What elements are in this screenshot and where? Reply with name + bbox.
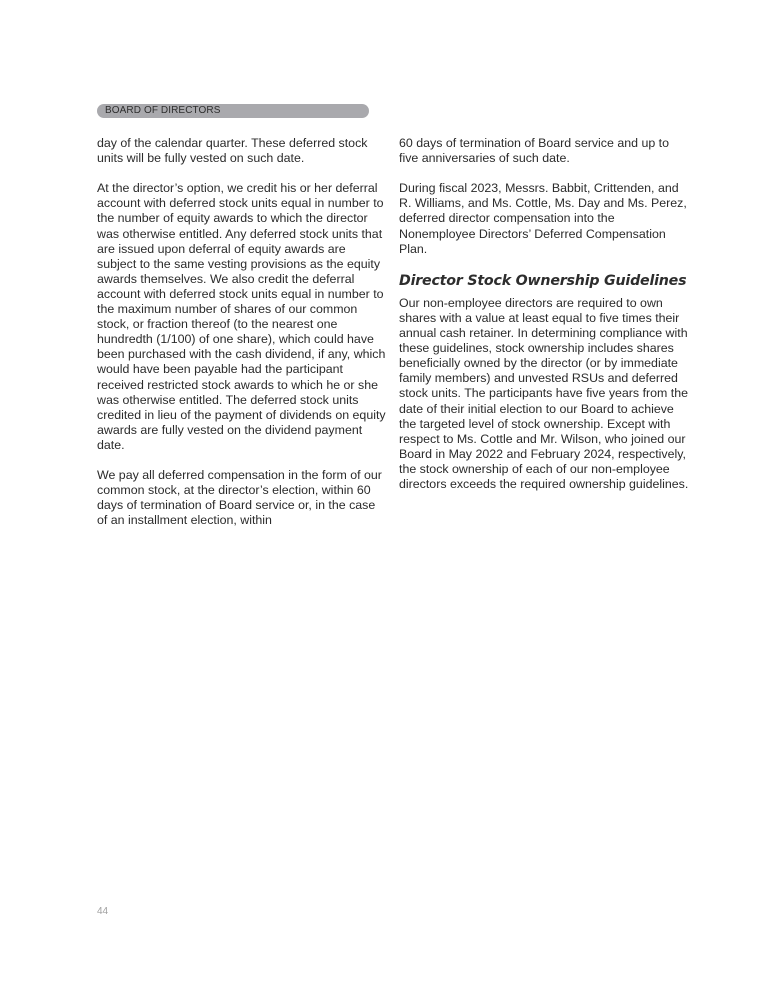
- paragraph-deferred-vesting: day of the calendar quarter. These deferred stock units will be fully vested on such date.: [97, 136, 368, 166]
- section-heading-ownership-guidelines: Director Stock Ownership Guidelines: [399, 272, 687, 289]
- page-number: 44: [97, 906, 109, 917]
- paragraph-ownership-guidelines: Our non-employee directors are required to own shares with a value at least equal to five times their annual cash retainer. In determining compliance with these guidelines, stock ownership includes shares beneficially owned by the director (or by immediate family members) and unvested RSUs and deferred stock units. The participants have five years from the date of their initial election to our Board to achieve the targeted level of stock ownership. Except with respect to Ms. Cottle and Mr. Wilson, who joined our Board in May 2022 and February 2024, respectively, the stock ownership of each of our non-employee directors exceeds the required ownership guidelines.: [399, 295, 689, 491]
- section-label: BOARD OF DIRECTORS: [105, 105, 221, 116]
- paragraph-deferral-account: At the director’s option, we credit his or her deferral account with deferred stock units equal in number to the number of equity awards to which the director was otherwise entitled. Any deferred stock units that are issued upon deferral of equity awards are subject to the same vesting provisions as the equity awards themselves. We also credit the deferral account with deferred stock units equal in number to the maximum number of shares of our common stock, or fraction thereof (to the nearest one hundredth (1/100) of one share), which could have been purchased with the cash dividend, if any, which would have been payable had the participant received restricted stock awards to which he or she was otherwise entitled. The deferred stock units credited in lieu of the payment of dividends on equity awards are fully vested on the dividend payment date.: [97, 181, 386, 452]
- left-column: [97, 136, 387, 544]
- paragraph-termination-continuation: 60 days of termination of Board service and up to five anniversaries of such date.: [399, 136, 669, 166]
- section-header-bar: [97, 104, 369, 118]
- paragraph-payment-form: We pay all deferred compensation in the form of our common stock, at the director’s election, within 60 days of termination of Board service or, in the case of an installment election, within: [97, 468, 382, 528]
- right-column: [399, 136, 689, 507]
- paragraph-fiscal-2023-deferrals: During fiscal 2023, Messrs. Babbit, Crittenden, and R. Williams, and Ms. Cottle, Ms. Day and Ms. Perez, deferred director compensation into the Nonemployee Directors’ Deferred Compensation Plan.: [399, 181, 687, 256]
